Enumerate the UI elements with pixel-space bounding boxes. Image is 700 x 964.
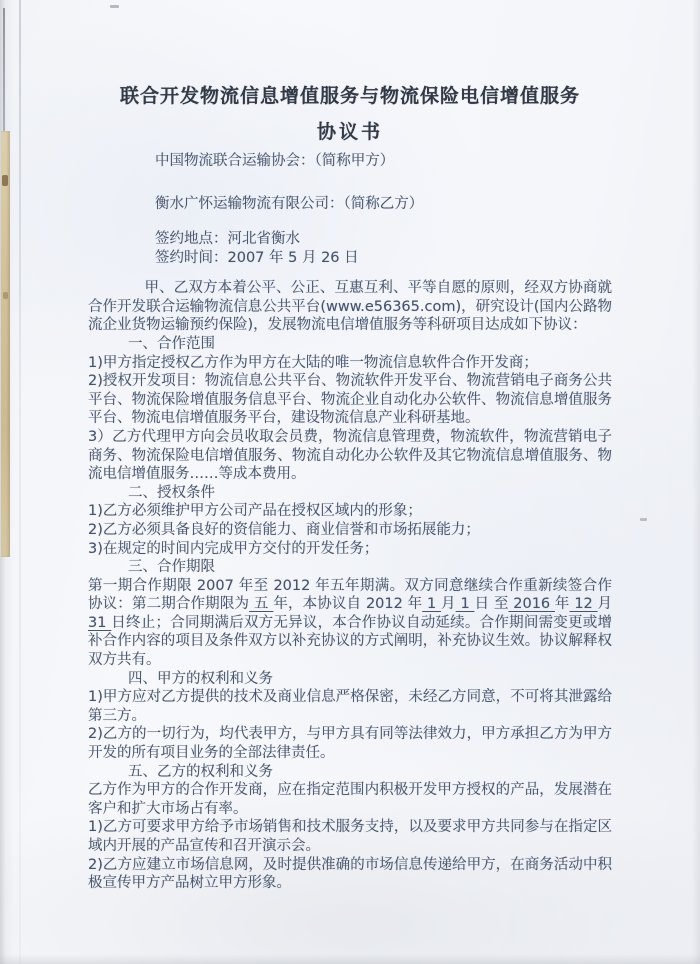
- section-1-heading: 一、合作范围: [128, 335, 215, 352]
- term-text: 日终止；合同期满后双方无异议，本合作协议自动延续。合作期间需变更或增补合作内容的项目及条件双方以补充协议的方式阐明，补充协议生效。协议解释权双方共有。: [88, 614, 612, 669]
- end-day-filled-value: 31: [88, 614, 112, 631]
- document-title: 联合开发物流信息增值服务与物流保险电信增值服务: [119, 85, 580, 107]
- signing-place-line: 签约地点：河北省衡水: [155, 231, 300, 248]
- scan-speck: [2, 175, 8, 186]
- section-4-heading: 四、甲方的权利和义务: [128, 670, 273, 687]
- section-5-lead: 乙方作为甲方的合作开发商，应在指定范围内积极开发甲方授权的产品，发展潜在客户和扩大市场占有率。: [88, 782, 612, 817]
- term-text: 年，本协议自 2012 年: [273, 596, 423, 613]
- scan-speck: [110, 5, 119, 8]
- section-5-item-1: 1)乙方可要求甲方给予市场销售和技术服务支持，以及要求甲方共同参与在指定区域内开展的产品宣传和召开演示会。: [88, 819, 612, 854]
- section-2-heading: 二、授权条件: [128, 484, 215, 501]
- start-day-filled-value: 1: [455, 596, 475, 613]
- term-years-filled-value: 五: [249, 596, 274, 613]
- scan-left-edge-dark-line: [3, 8, 5, 132]
- section-4-item-2: 2)乙方的一切行为，均代表甲方，与甲方具有同等法律效力，甲方承担乙方为甲方开发的所有项目业务的全部法律责任。: [88, 726, 612, 762]
- section-1-item-3: 3）乙方代理甲方向会员收取会员费，物流信息管理费，物流软件，物流营销电子商务、物流保险电信增值服务、物流自动化办公软件及其它物流信息增值服务、物流电信增值服务……等成本费用。: [88, 428, 612, 483]
- parties-block: [155, 152, 612, 268]
- section-4-item-1: 1)甲方应对乙方提供的技术及商业信息严格保密，未经乙方同意，不可将其泄露给第三方。: [88, 689, 612, 724]
- term-text: 日 至: [474, 596, 509, 613]
- section-1-item-2: 2)授权开发项目：物流信息公共平台、物流软件开发平台、物流营销电子商务公共平台、物流保险增值服务信息平台、物流企业自动化办公软件、物流信息增值服务平台、物流电信增值服务平台，建设物流信息产业科研基地。: [88, 373, 612, 427]
- scan-binding-tape-strip: [1, 131, 10, 557]
- section-3-heading: 三、合作期限: [128, 559, 215, 576]
- section-3-term-paragraph: [88, 577, 612, 670]
- scan-speck: [3, 292, 8, 299]
- section-1-item-1: 1)甲方指定授权乙方作为甲方在大陆的唯一物流信息软件合作开发商；: [88, 354, 538, 371]
- section-5-heading: 五、乙方的权利和义务: [128, 763, 273, 780]
- party-a-line: 中国物流联合运输协会：（简称甲方）: [155, 153, 395, 169]
- end-month-filled-value: 12: [569, 596, 598, 613]
- section-2-item-1: 1)乙方必须维护甲方公司产品在授权区域内的形象；: [88, 503, 422, 520]
- section-2-item-3: 3)在规定的时间内完成甲方交付的开发任务；: [88, 540, 379, 557]
- term-text: 月: [441, 596, 456, 613]
- term-text: 第一期合作期限 2007 年至 2012 年五年期满。双方同意继续合作重新续签合作协议：第二期合作期限为: [88, 577, 612, 613]
- intro-paragraph: 甲、乙双方本着公平、公正、互惠互利、平等自愿的原则，经双方协商就合作开发联合运输物流信息公共平台(www.e56365.com)，研究设计(国内公路物流企业货物运输预约保险)，发展物流电信增值服务等科研项目达成如下协议：: [88, 280, 612, 334]
- scan-paper-edge-line: [19, 0, 21, 964]
- document-subtitle: 协议书: [316, 121, 383, 143]
- section-2-item-2: 2)乙方必须具备良好的资信能力、商业信誉和市场拓展能力；: [88, 521, 480, 538]
- party-b-line: 衡水广怀运输物流有限公司：（简称乙方）: [155, 195, 424, 212]
- document-content: [88, 84, 612, 893]
- scan-bottom-edge-shadow: [0, 954, 700, 964]
- scan-speck: [640, 518, 647, 521]
- end-year-filled-value: 2016: [508, 596, 555, 613]
- start-month-filled-value: 1: [422, 596, 442, 613]
- signing-date-line: 签约时间：2007 年 5 月 26 日: [155, 250, 359, 267]
- section-5-item-2: 2)乙方应建立市场信息网，及时提供准确的市场信息传递给甲方，在商务活动中积极宣传甲方产品树立甲方形象。: [88, 856, 612, 892]
- scan-right-edge-shadow: [692, 0, 700, 964]
- term-text: 月: [597, 596, 613, 613]
- term-text: 年: [554, 596, 570, 613]
